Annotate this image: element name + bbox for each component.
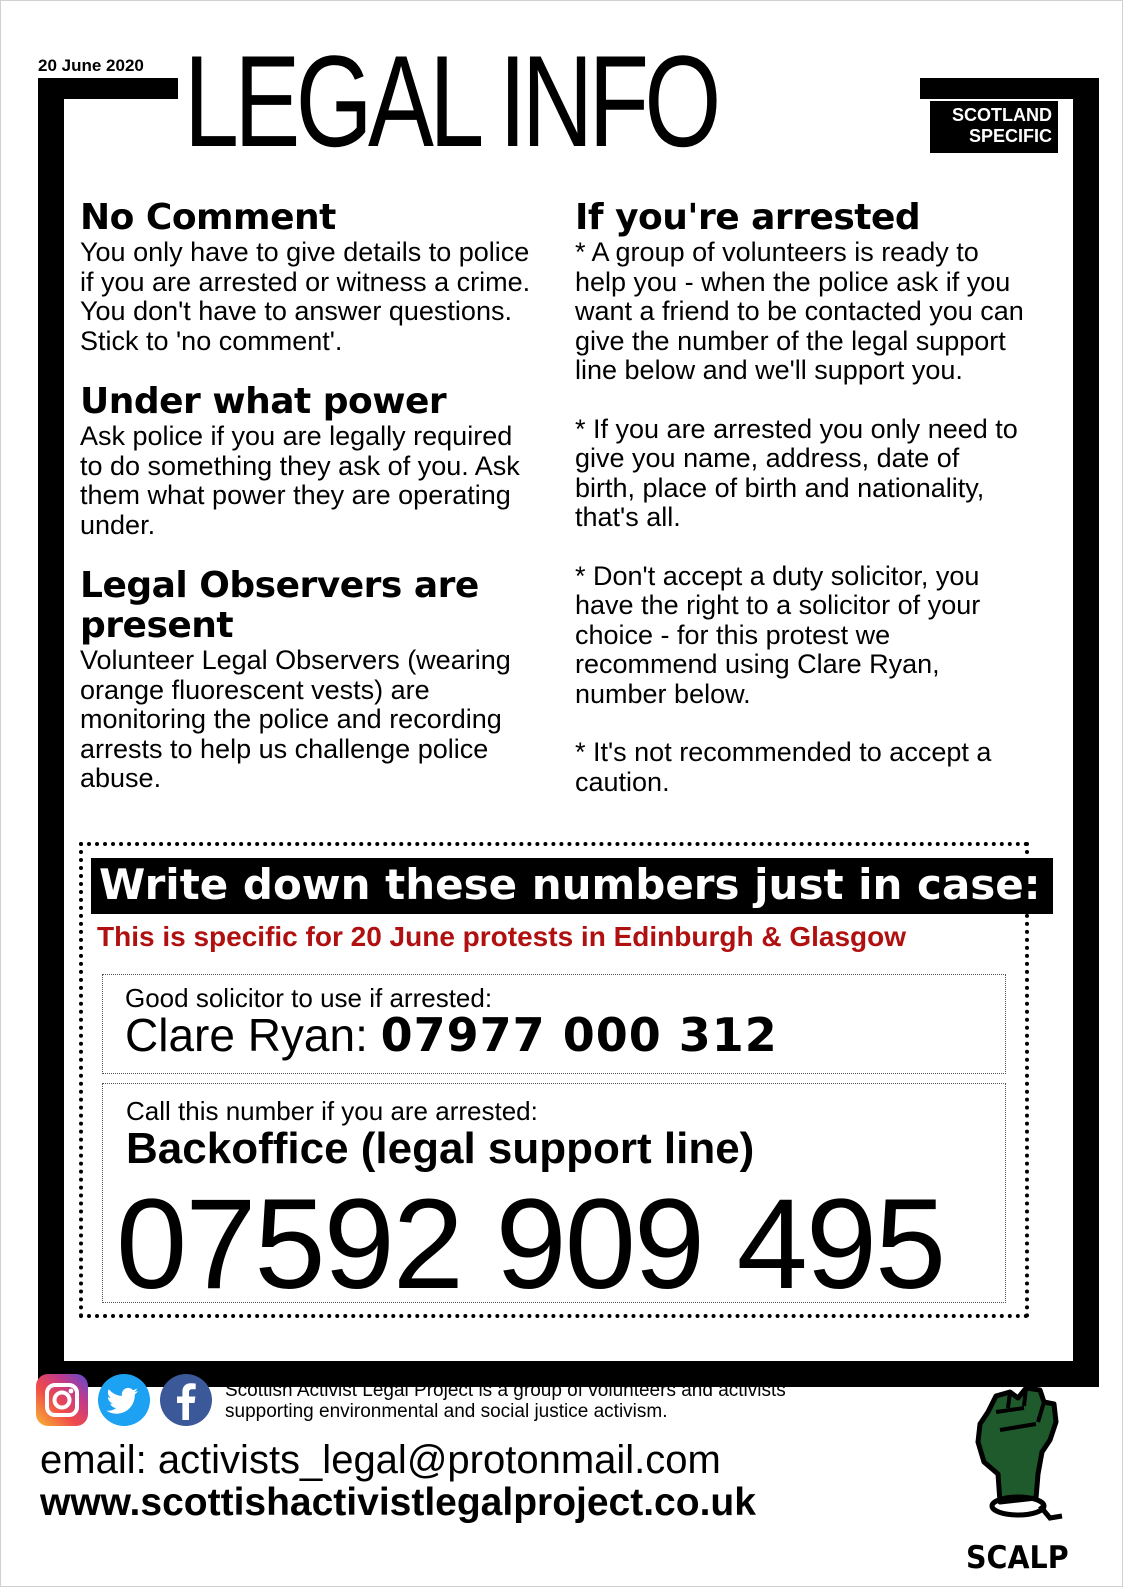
page-title: LEGAL INFO [184,28,717,174]
arrested-paragraph: * A group of volunteers is ready to help you - when the police ask if you want a friend to be contacted you can give the number of the legal support line below and we'll support you. [575,237,1024,385]
solicitor-label: Good solicitor to use if arrested: [125,983,493,1013]
website-url: www.scottishactivistlegalproject.co.uk [40,1481,756,1524]
facebook-icon [160,1374,212,1426]
backoffice-name: Backoffice (legal support line) [126,1124,755,1173]
twitter-icon [98,1374,150,1426]
solicitor-phone: 07977 000 312 [380,1008,778,1062]
under-what-power-section [80,382,540,540]
no-comment-section [80,198,540,356]
about-text: Scottish Activist Legal Project is a group of volunteers and activists supporting environmental and social justice activism. [225,1380,786,1422]
section-heading: Under what power [80,381,447,422]
section-heading: Legal Observers are present [80,565,479,646]
legal-observers-section [80,566,540,794]
section-body: You only have to give details to police if you are arrested or witness a crime. You don't have to answer questions. Stick to 'no comment'. [80,237,531,356]
arrested-paragraph: * If you are arrested you only need to give you name, address, date of birth, place of birth and nationality, that's all. [575,413,1018,532]
badge-line-2: SPECIFIC [968,126,1052,146]
arrested-paragraph: * It's not recommended to accept a caution. [575,737,992,797]
badge-line-1: SCOTLAND [952,105,1052,125]
section-body: Ask police if you are legally required to do something they ask of you. Ask them what power they are operating under. [80,421,520,540]
date-label: 20 June 2020 [38,56,144,75]
scalp-logo-text: SCALP [966,1540,1069,1576]
left-column [80,198,540,812]
section-heading: No Comment [80,197,336,238]
scotland-specific-badge [930,101,1058,153]
email-address: email: activists_legal@protonmail.com [40,1438,721,1482]
right-column [575,198,1025,826]
solicitor-name: Clare Ryan: [125,1009,368,1061]
section-body: Volunteer Legal Observers (wearing orange fluorescent vests) are monitoring the police and recording arrests to help us challenge police abuse. [80,645,511,793]
arrested-paragraph: * Don't accept a duty solicitor, you have the right to a solicitor of your choice - for this protest we recommend using Clare Ryan, number below. [575,560,981,709]
instagram-icon [36,1374,88,1426]
numbers-heading: Write down these numbers just in case: [91,858,1053,914]
backoffice-label: Call this number if you are arrested: [126,1096,538,1126]
solicitor-line [125,1008,778,1062]
specific-note: This is specific for 20 June protests in Edinburgh & Glasgow [97,921,907,952]
raised-fist-icon [966,1378,1066,1538]
arrested-heading: If you're arrested [575,197,921,238]
backoffice-phone: 07592 909 495 [116,1173,945,1316]
